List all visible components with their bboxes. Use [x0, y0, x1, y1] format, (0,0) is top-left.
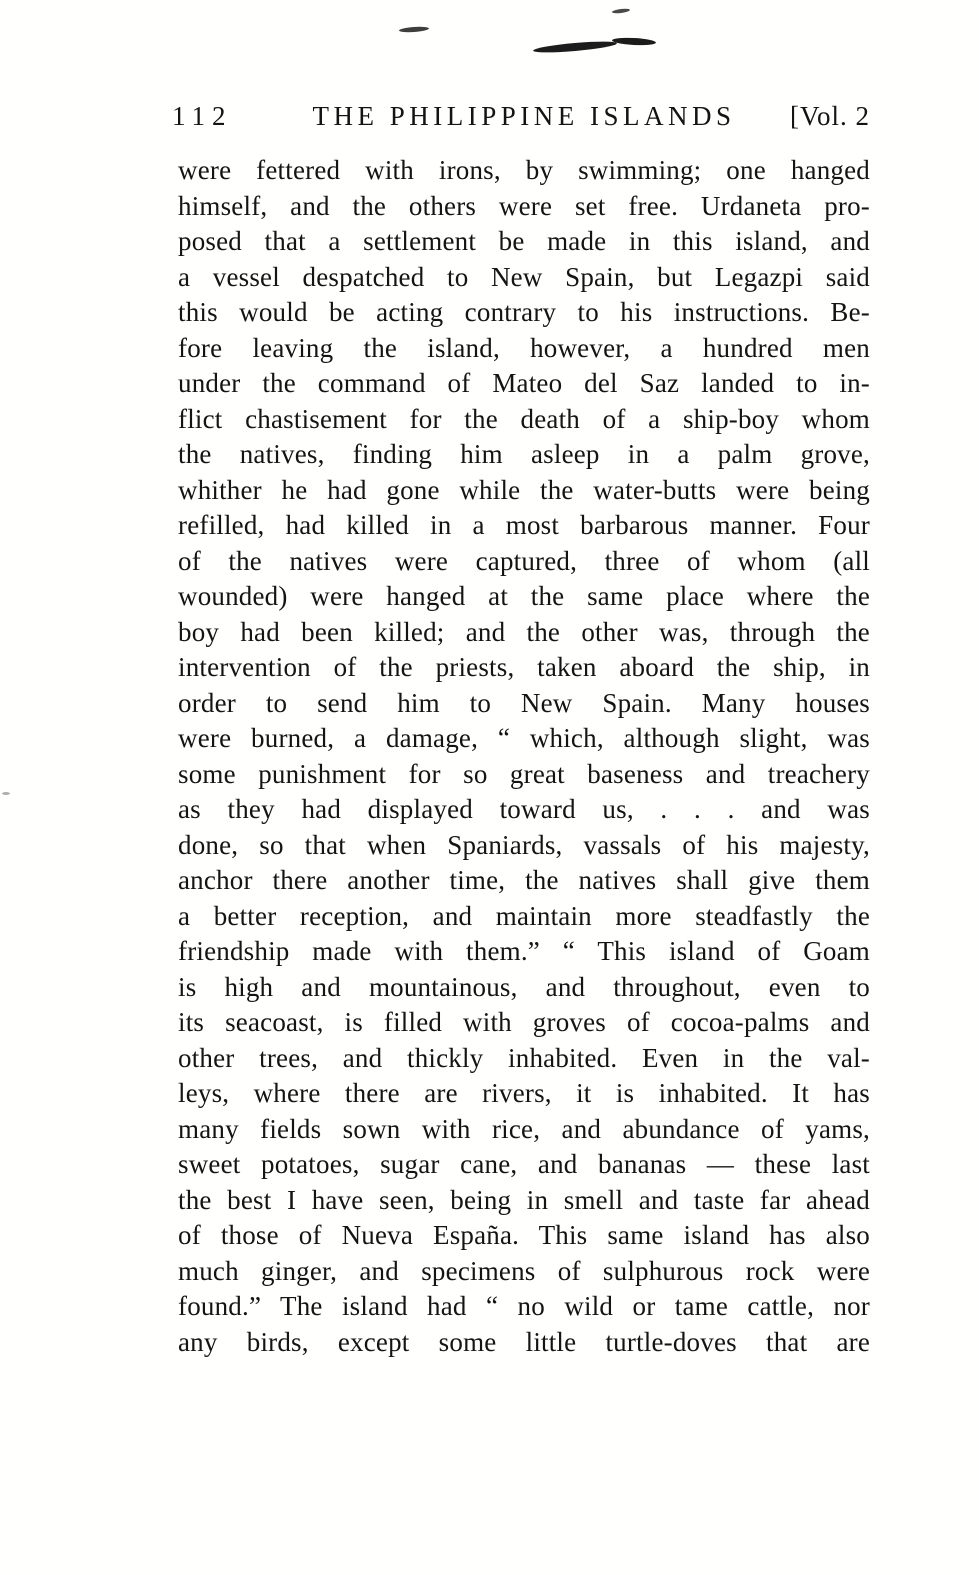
text-line: friendship made with them.” “ This island of Goam [178, 936, 870, 966]
text-line: anchor there another time, the natives shall give them [178, 865, 870, 895]
page-number: 112 [172, 101, 233, 131]
text-line: a better reception, and maintain more steadfastly the [178, 900, 870, 931]
text-line: fore leaving the island, however, a hundred men [178, 332, 870, 363]
text-line: a vessel despatched to New Spain, but Legazpi said [178, 261, 870, 292]
text-line: were fettered with irons, by swimming; one hanged [178, 155, 870, 185]
text-line: other trees, and thickly inhabited. Even in the val- [178, 1042, 870, 1073]
text-line: is high and mountainous, and throughout, even to [178, 971, 870, 1002]
text-line: of the natives were captured, three of whom (all [178, 545, 870, 576]
text-line: any birds, except some little turtle-doves that are [178, 1326, 870, 1357]
text-line: much ginger, and specimens of sulphurous rock were [178, 1255, 870, 1286]
body-text [178, 153, 870, 1360]
text-line: flict chastisement for the death of a ship-boy whom [178, 403, 870, 434]
text-line: some punishment for so great baseness and treachery [178, 758, 870, 789]
text-line: of those of Nueva España. This same island has also [178, 1220, 870, 1250]
ink-smudge [612, 8, 630, 14]
text-line: himself, and the others were set free. Urdaneta pro- [178, 190, 870, 221]
text-line: done, so that when Spaniards, vassals of his majesty, [178, 829, 870, 860]
running-title: THE PHILIPPINE ISLANDS [312, 101, 736, 131]
text-line: this would be acting contrary to his instructions. Be- [178, 297, 870, 327]
ink-smudge [399, 26, 429, 33]
text-line: found.” The island had “ no wild or tame cattle, nor [178, 1291, 870, 1321]
text-line: leys, where there are rivers, it is inhabited. It has [178, 1078, 870, 1108]
text-line: its seacoast, is filled with groves of cocoa-palms and [178, 1007, 870, 1037]
ink-smudge [612, 37, 656, 46]
text-line: were burned, a damage, “ which, although slight, was [178, 723, 870, 753]
text-line: under the command of Mateo del Saz landed to in- [178, 368, 870, 398]
text-line: refilled, had killed in a most barbarous manner. Four [178, 510, 870, 540]
text-line: the natives, finding him asleep in a palm grove, [178, 439, 870, 469]
text-line: the best I have seen, being in smell and taste far ahead [178, 1184, 870, 1215]
text-line: boy had been killed; and the other was, through the [178, 616, 870, 647]
text-line: order to send him to New Spain. Many houses [178, 687, 870, 718]
text-line: posed that a settlement be made in this island, and [178, 226, 870, 256]
text-line: as they had displayed toward us, . . . and was [178, 794, 870, 824]
ink-smudge [533, 39, 617, 54]
text-line: whither he had gone while the water-butts were being [178, 474, 870, 505]
text-line: many fields sown with rice, and abundance of yams, [178, 1113, 870, 1144]
text-line: sweet potatoes, sugar cane, and bananas — these last [178, 1149, 870, 1179]
text-line: wounded) were hanged at the same place where the [178, 581, 870, 611]
volume-label: [Vol. 2 [789, 101, 870, 131]
ink-smudge [2, 792, 10, 795]
running-header [172, 101, 870, 135]
text-line: intervention of the priests, taken aboard the ship, in [178, 652, 870, 682]
